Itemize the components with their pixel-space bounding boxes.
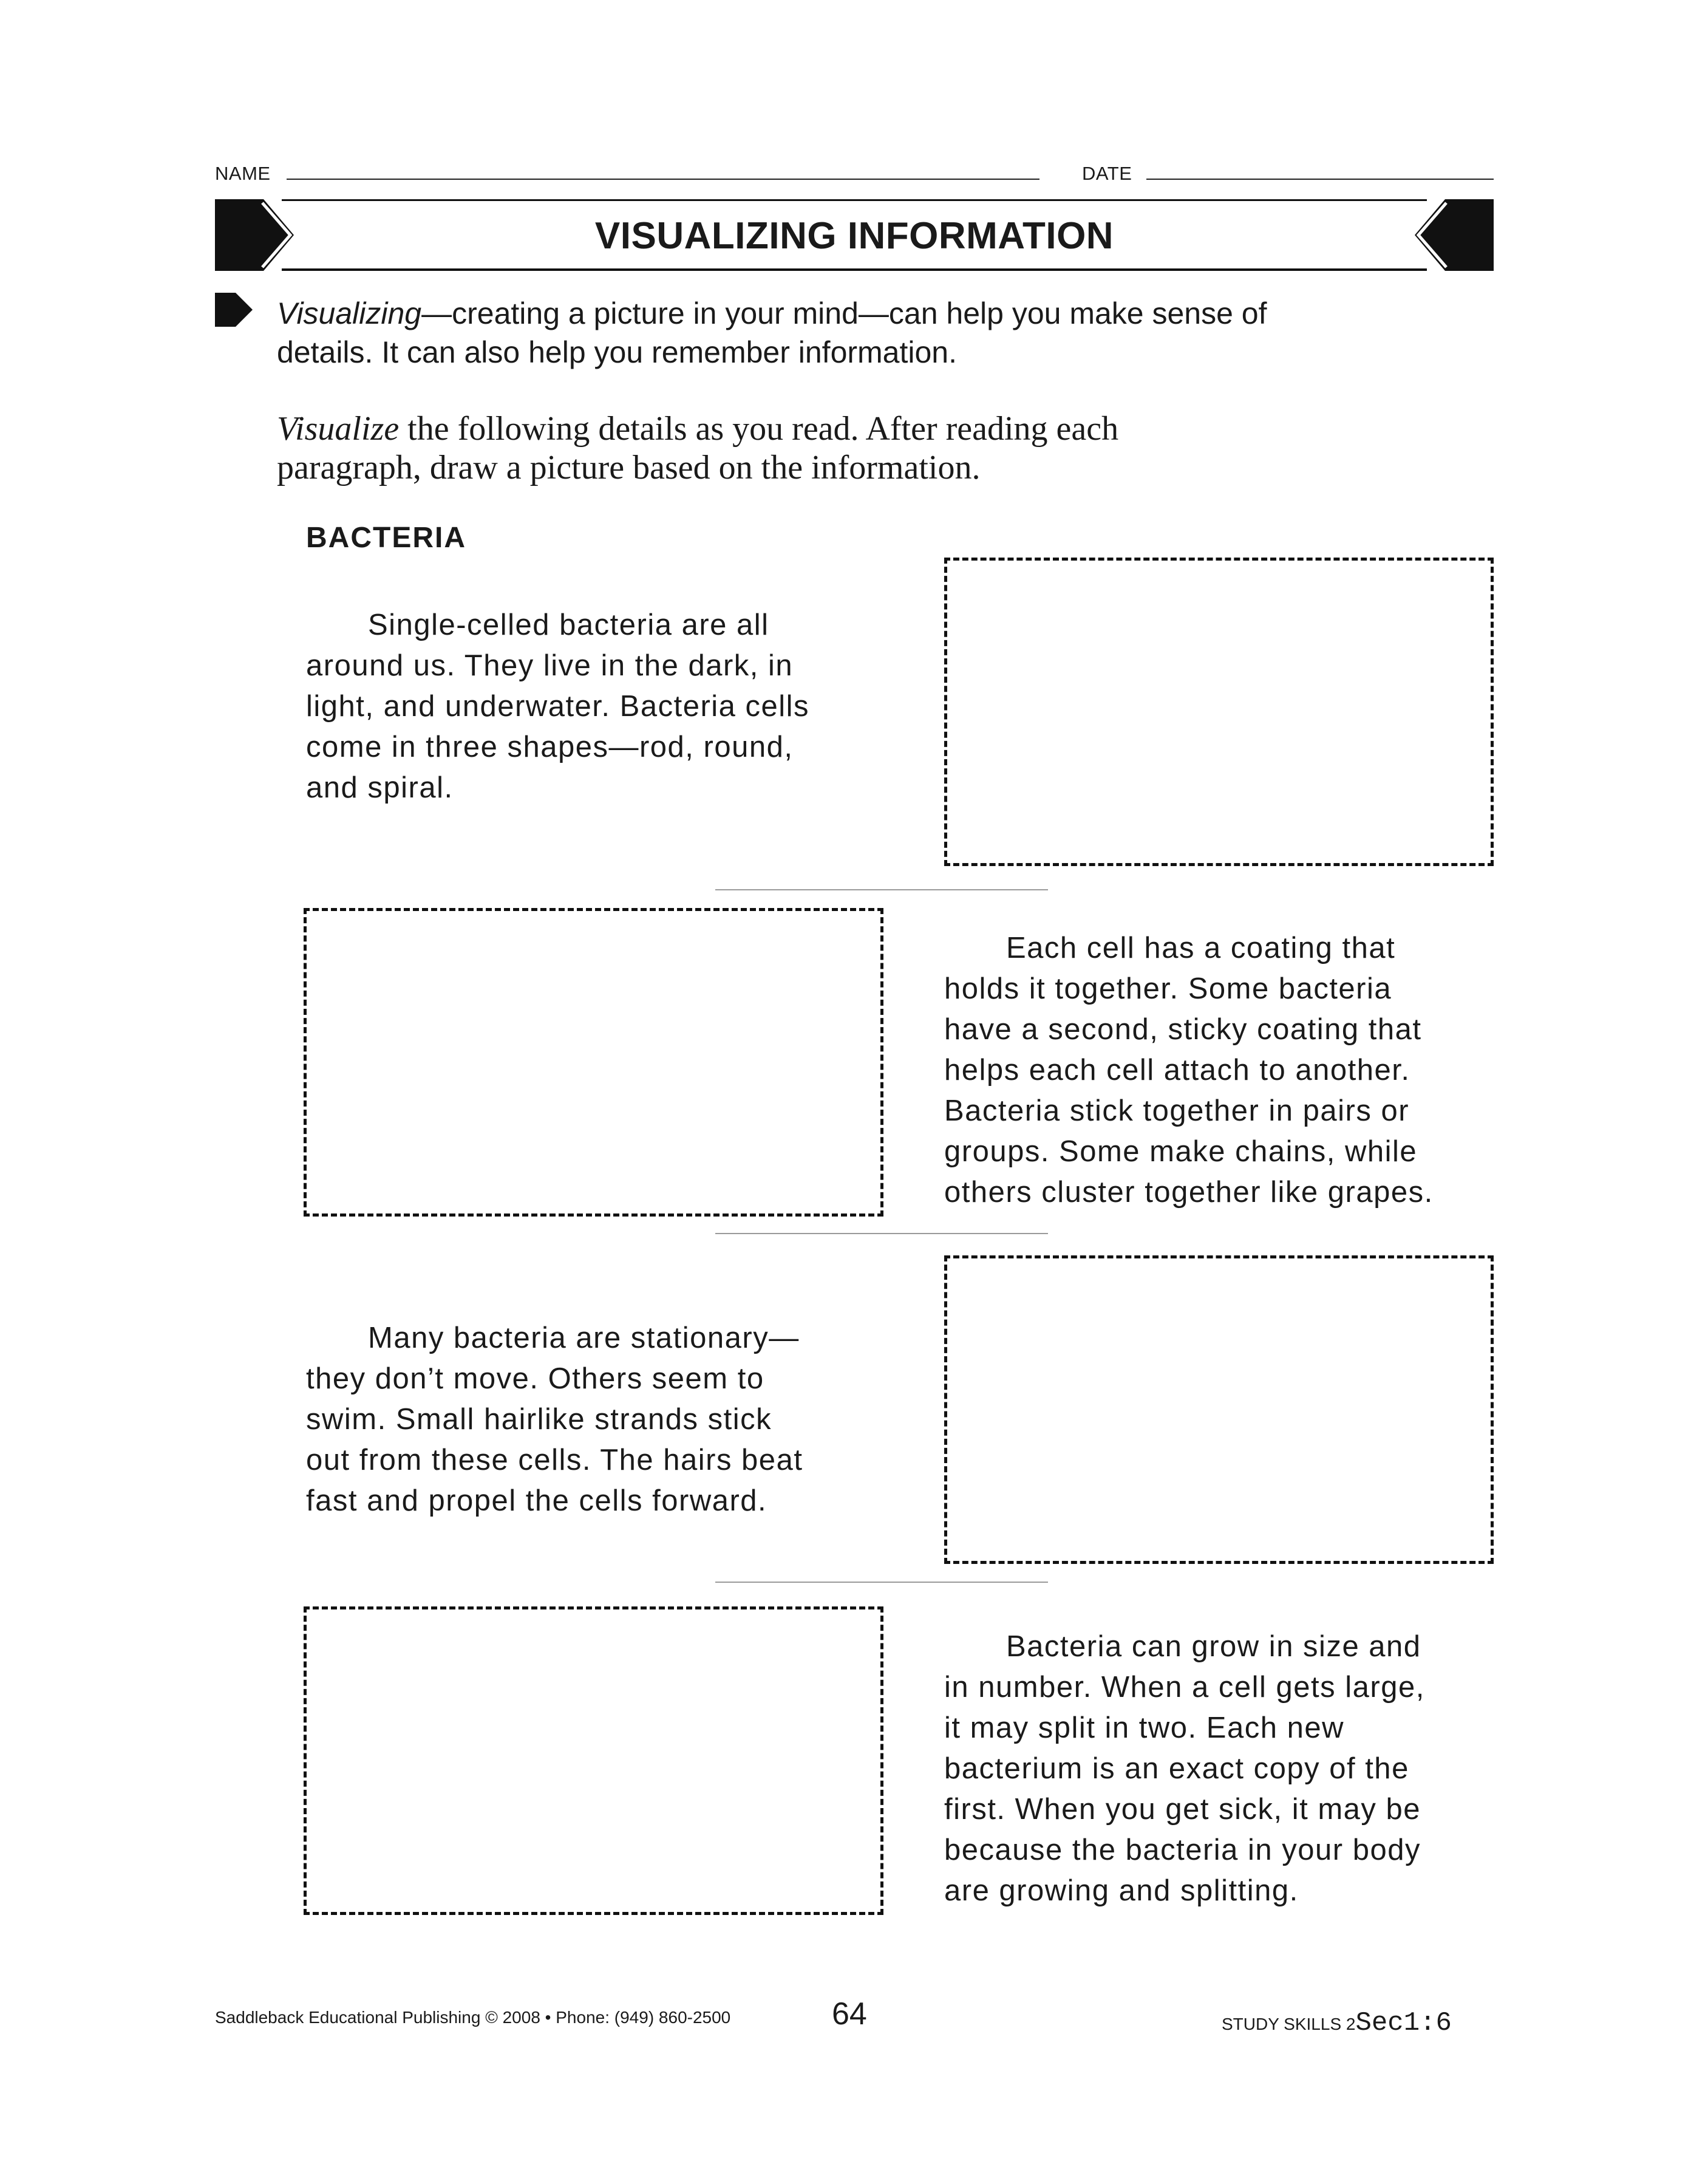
section-divider [715, 1233, 1048, 1234]
publisher-info: Saddleback Educational Publishing © 2008 • Phone: (949) 860-2500 [215, 2008, 731, 2027]
section-divider [715, 1582, 1048, 1583]
paragraph-line: others cluster together like grapes. [944, 1176, 1434, 1209]
instructions-line-2: paragraph, draw a picture based on the information. [277, 449, 981, 486]
drawing-box-2[interactable] [304, 908, 883, 1217]
title-banner [215, 199, 1494, 271]
paragraph-line: have a second, sticky coating that [944, 1013, 1422, 1046]
paragraph-line: and spiral. [306, 771, 454, 804]
intro-line-1 [277, 294, 1491, 333]
name-label: NAME [215, 163, 271, 184]
banner-body [282, 199, 1427, 271]
paragraph-3 [306, 1318, 889, 1521]
paragraph-line: it may split in two. Each new [944, 1712, 1344, 1744]
drawing-box-3[interactable] [944, 1255, 1494, 1564]
page-title: VISUALIZING INFORMATION [594, 215, 1114, 257]
series-label [1222, 2008, 1452, 2038]
paragraph-line: Many bacteria are stationary— [368, 1322, 800, 1354]
pointer-bullet-icon [215, 293, 253, 327]
drawing-box-1[interactable] [944, 558, 1494, 866]
section-heading: BACTERIA [306, 522, 466, 554]
date-label: DATE [1082, 163, 1132, 184]
instructions-line-1 [277, 409, 1491, 448]
intro-line-2: details. It can also help you remember information. [277, 335, 957, 369]
paragraph-line: groups. Some make chains, while [944, 1135, 1418, 1168]
instructions [277, 409, 1491, 487]
paragraph-line: first. When you get sick, it may be [944, 1793, 1421, 1826]
intro-text [277, 294, 1491, 372]
paragraph-line: holds it together. Some bacteria [944, 972, 1392, 1005]
paragraph-line: fast and propel the cells forward. [306, 1484, 767, 1517]
paragraph-line: swim. Small hairlike strands stick [306, 1403, 772, 1436]
paragraph-line: out from these cells. The hairs beat [306, 1444, 803, 1476]
paragraph-line: in number. When a cell gets large, [944, 1671, 1425, 1704]
paragraph-line: helps each cell attach to another. [944, 1054, 1410, 1087]
paragraph-line: around us. They live in the dark, in [306, 649, 794, 682]
paragraph-line: come in three shapes—rod, round, [306, 731, 794, 763]
paragraph-1 [306, 605, 889, 808]
paragraph-line: Each cell has a coating that [1006, 932, 1396, 964]
name-field[interactable] [287, 179, 1039, 180]
intro-line-1-rest: —creating a picture in your mind—can help you make sense of [421, 296, 1267, 330]
paragraph-line: they don’t move. Others seem to [306, 1362, 764, 1395]
section-divider [715, 889, 1048, 890]
paragraph-line: Bacteria can grow in size and [1006, 1630, 1421, 1663]
date-field[interactable] [1146, 179, 1494, 180]
paragraph-line: Bacteria stick together in pairs or [944, 1094, 1410, 1127]
paragraph-line: bacterium is an exact copy of the [944, 1752, 1409, 1785]
page-number: 64 [832, 1996, 867, 2032]
instructions-line-1-rest: the following details as you read. After reading each [399, 410, 1119, 448]
paragraph-line: light, and underwater. Bacteria cells [306, 690, 810, 723]
drawing-box-4[interactable] [304, 1606, 883, 1915]
paragraph-line: Single-celled bacteria are all [368, 609, 769, 641]
banner-right-chevron-icon [1415, 199, 1494, 271]
intro-term: Visualizing [277, 296, 422, 330]
paragraph-line: because the bacteria in your body [944, 1834, 1421, 1866]
paragraph-line: are growing and splitting. [944, 1874, 1299, 1907]
series-name: STUDY SKILLS 2 [1222, 2015, 1356, 2033]
section-code: Sec1:6 [1355, 2008, 1452, 2038]
paragraph-2 [944, 928, 1491, 1213]
paragraph-4 [944, 1626, 1491, 1911]
instructions-term: Visualize [277, 410, 400, 448]
